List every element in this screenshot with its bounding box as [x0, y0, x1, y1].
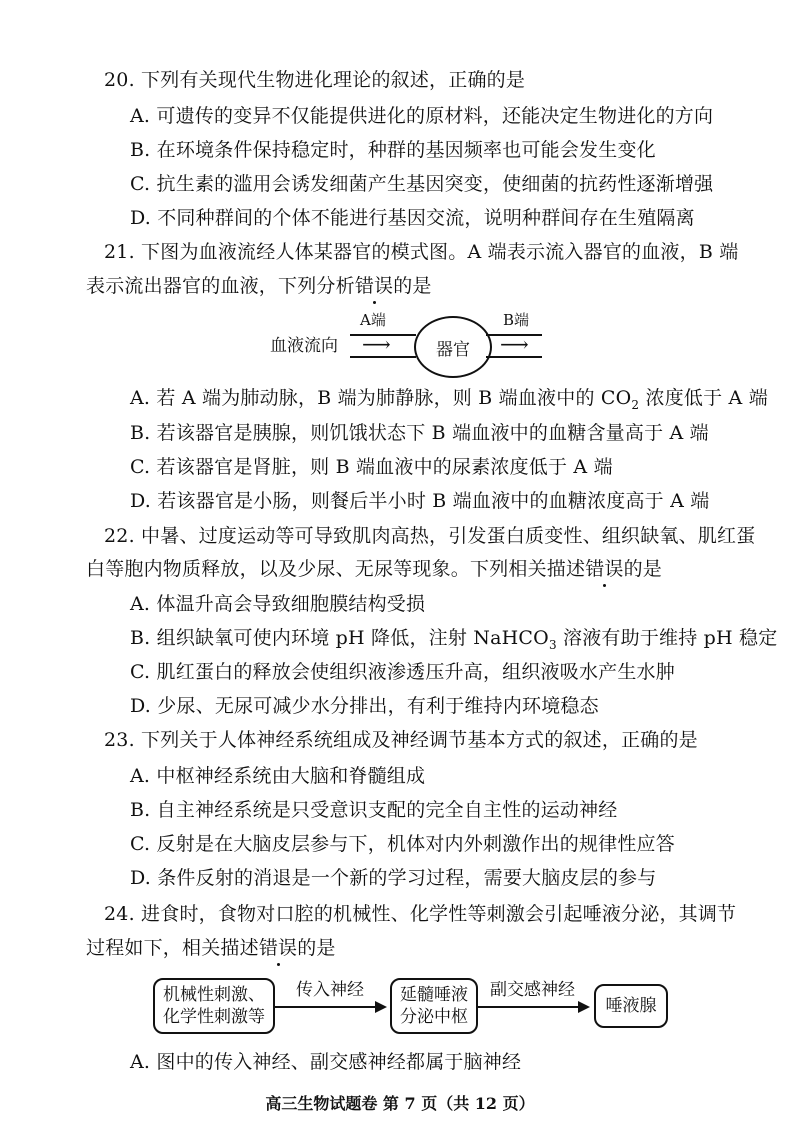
q20-option-b: B. 在环境条件保持稳定时，种群的基因频率也可能会发生变化: [130, 139, 656, 161]
center-box: [390, 978, 478, 1034]
q22-option-b-text: B. 组织缺氧可使内环境 pH 降低，注射 NaHCO: [130, 627, 549, 649]
parasympathetic-label: 副交感神经: [490, 980, 575, 1000]
q24-stem-pre: 过程如下，相关描述: [86, 937, 259, 959]
q21-option-d: D. 若该器官是小肠，则餐后半小时 B 端血液中的血糖浓度高于 A 端: [130, 490, 710, 512]
q21-stem-line2: [86, 274, 432, 298]
q22-stem-post: 的是: [623, 558, 663, 580]
stimulus-line1: 机械性刺激、: [163, 985, 265, 1005]
q22-stem-emphasis: 错误: [585, 558, 624, 580]
q22-option-b-tail: 溶液有助于维持 pH 稳定: [556, 627, 778, 649]
q21-option-a-tail: 浓度低于 A 端: [639, 387, 768, 409]
salivary-gland-box: [594, 984, 668, 1028]
q21-stem-pre: 表示流出器官的血液，下列分析: [86, 275, 355, 297]
q22-stem-pre: 白等胞内物质释放，以及少尿、无尿等现象。下列相关描述: [86, 558, 586, 580]
q22-option-b: [130, 626, 777, 650]
q21-option-b: B. 若该器官是胰腺，则饥饿状态下 B 端血液中的血糖含量高于 A 端: [130, 422, 709, 444]
q23-option-d: D. 条件反射的消退是一个新的学习过程，需要大脑皮层的参与: [130, 867, 657, 889]
afferent-arrowhead-icon: [375, 1001, 387, 1013]
q24-stem-line1: 24. 进食时，食物对口腔的机械性、化学性等刺激会引起唾液分泌，其调节: [104, 903, 737, 925]
q23-stem: 23. 下列关于人体神经系统组成及神经调节基本方式的叙述，正确的是: [104, 729, 698, 751]
b-end-label: B端: [503, 311, 530, 329]
q20-option-a: A. 可遗传的变异不仅能提供进化的原材料，还能决定生物进化的方向: [130, 105, 714, 127]
q23-option-a: A. 中枢神经系统由大脑和脊髓组成: [130, 765, 426, 787]
q22-stem-line2: [86, 557, 662, 581]
q20-option-d: D. 不同种群间的个体不能进行基因交流，说明种群间存在生殖隔离: [130, 207, 695, 229]
q22-option-c: C. 肌红蛋白的释放会使组织液渗透压升高，组织液吸水产生水肿: [130, 661, 675, 683]
q22-option-d: D. 少尿、无尿可减少水分排出，有利于维持内环境稳态: [130, 695, 599, 717]
efferent-arrowhead-icon: [578, 1001, 590, 1013]
a-end-label: A端: [360, 311, 386, 329]
q23-option-c: C. 反射是在大脑皮层参与下，机体对内外刺激作出的规律性应答: [130, 833, 675, 855]
q21-stem-line1: 21. 下图为血液流经人体某器官的模式图。A 端表示流入器官的血液，B 端: [104, 241, 739, 263]
q21-option-a-text: A. 若 A 端为肺动脉，B 端为肺静脉，则 B 端血液中的 CO: [130, 387, 632, 409]
q22-option-a: A. 体温升高会导致细胞膜结构受损: [130, 593, 426, 615]
q21-option-a: [130, 386, 768, 410]
q20-option-c: C. 抗生素的滥用会诱发细菌产生基因突变，使细菌的抗药性逐渐增强: [130, 173, 714, 195]
efferent-arrow-line: [478, 1006, 578, 1008]
q24-option-a: A. 图中的传入神经、副交感神经都属于脑神经: [130, 1051, 522, 1073]
nahco3-subscript: 3: [548, 637, 557, 652]
q23-option-b: B. 自主神经系统是只受意识支配的完全自主性的运动神经: [130, 799, 618, 821]
q21-stem-post: 的是: [393, 275, 432, 297]
q20-stem: 20. 下列有关现代生物进化理论的叙述，正确的是: [104, 69, 526, 91]
q21-stem-emphasis: 错误: [354, 275, 394, 297]
co2-subscript: 2: [631, 397, 640, 412]
stimulus-line2: 化学性刺激等: [163, 1007, 265, 1027]
page-footer: 高三生物试题卷 第 7 页（共 12 页）: [265, 1094, 535, 1113]
q24-stem-line2: [86, 936, 336, 960]
flow-direction-label: 血液流向: [270, 336, 338, 356]
q22-stem-line1: 22. 中暑、过度运动等可导致肌肉高热，引发蛋白质变性、组织缺氧、肌红蛋: [104, 525, 756, 547]
outflow-arrow-icon: ⟶: [500, 332, 529, 356]
center-line2: 分泌中枢: [400, 1007, 468, 1027]
q21-option-c: C. 若该器官是肾脏，则 B 端血液中的尿素浓度低于 A 端: [130, 456, 613, 478]
center-line1: 延髓唾液: [400, 985, 468, 1005]
organ-ellipse: [414, 316, 492, 378]
salivary-gland-label: 唾液腺: [605, 996, 657, 1016]
afferent-arrow-line: [275, 1006, 375, 1008]
organ-label: 器官: [436, 339, 470, 360]
afferent-nerve-label: 传入神经: [296, 980, 364, 1000]
inflow-arrow-icon: ⟶: [362, 332, 391, 356]
q24-stem-post: 的是: [297, 937, 336, 959]
stimulus-box: [153, 978, 275, 1034]
q24-stem-emphasis: 错误: [258, 937, 298, 959]
